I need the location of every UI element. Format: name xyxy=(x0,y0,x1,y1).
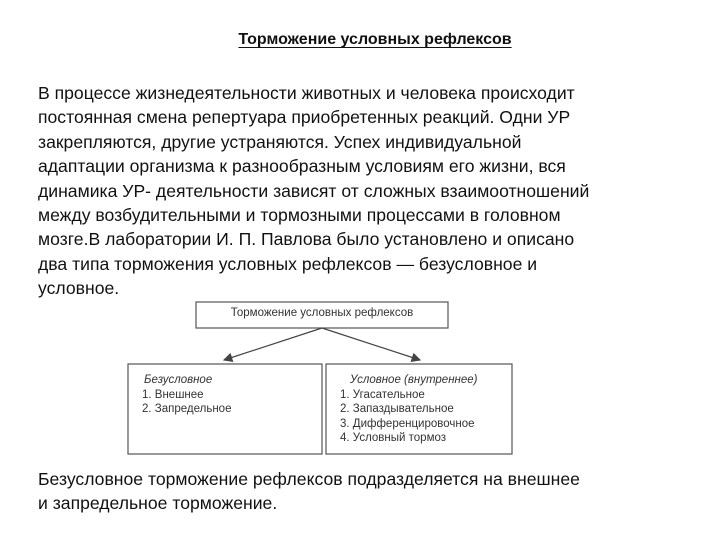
text-line: закрепляются, другие устраняются. Успех индивидуальной xyxy=(38,131,522,152)
closing-paragraph xyxy=(38,467,688,516)
text-line: В процессе жизнедеятельности животных и человека происходит xyxy=(38,83,575,103)
unconditioned-box-text xyxy=(142,373,231,417)
conditioned-box-text xyxy=(340,373,477,446)
text-line: два типа торможения условных рефлексов — безусловное и xyxy=(38,253,538,274)
page-title: Торможение условных рефлексов xyxy=(238,31,512,48)
list-item: 1. Внешнее xyxy=(142,388,204,401)
text-line: между возбудительными и тормозными процессами в головном xyxy=(38,205,561,226)
list-item: 2. Запредельное xyxy=(142,403,232,415)
list-item: 4. Условный тормоз xyxy=(340,432,447,444)
arrow-left xyxy=(224,328,322,360)
list-item: 3. Дифференцировочное xyxy=(340,417,475,430)
arrow-right xyxy=(322,328,420,360)
list-item: 1. Угасательное xyxy=(340,388,425,401)
text-line: адаптации организма к разнообразным условиям его жизни, вся xyxy=(38,156,566,177)
diagram-top-label: Торможение условных рефлексов xyxy=(230,307,414,319)
text-line: постоянная смена репертуара приобретенных реакций. Одни УР xyxy=(38,107,571,128)
text-line: динамика УР- деятельности зависят от сложных взаимоотношений xyxy=(38,180,590,201)
conditioned-heading: Условное (внутреннее) xyxy=(350,374,478,386)
list-item: 2. Запаздывательное xyxy=(340,403,454,415)
unconditioned-heading: Безусловное xyxy=(144,374,213,386)
text-line: условное. xyxy=(38,278,120,299)
text-line: Безусловное торможение рефлексов подразделяется на внешнее xyxy=(38,469,580,489)
text-line: и запредельное торможение. xyxy=(38,493,278,514)
text-line: мозге.В лаборатории И. П. Павлова было установлено и описано xyxy=(38,229,575,250)
